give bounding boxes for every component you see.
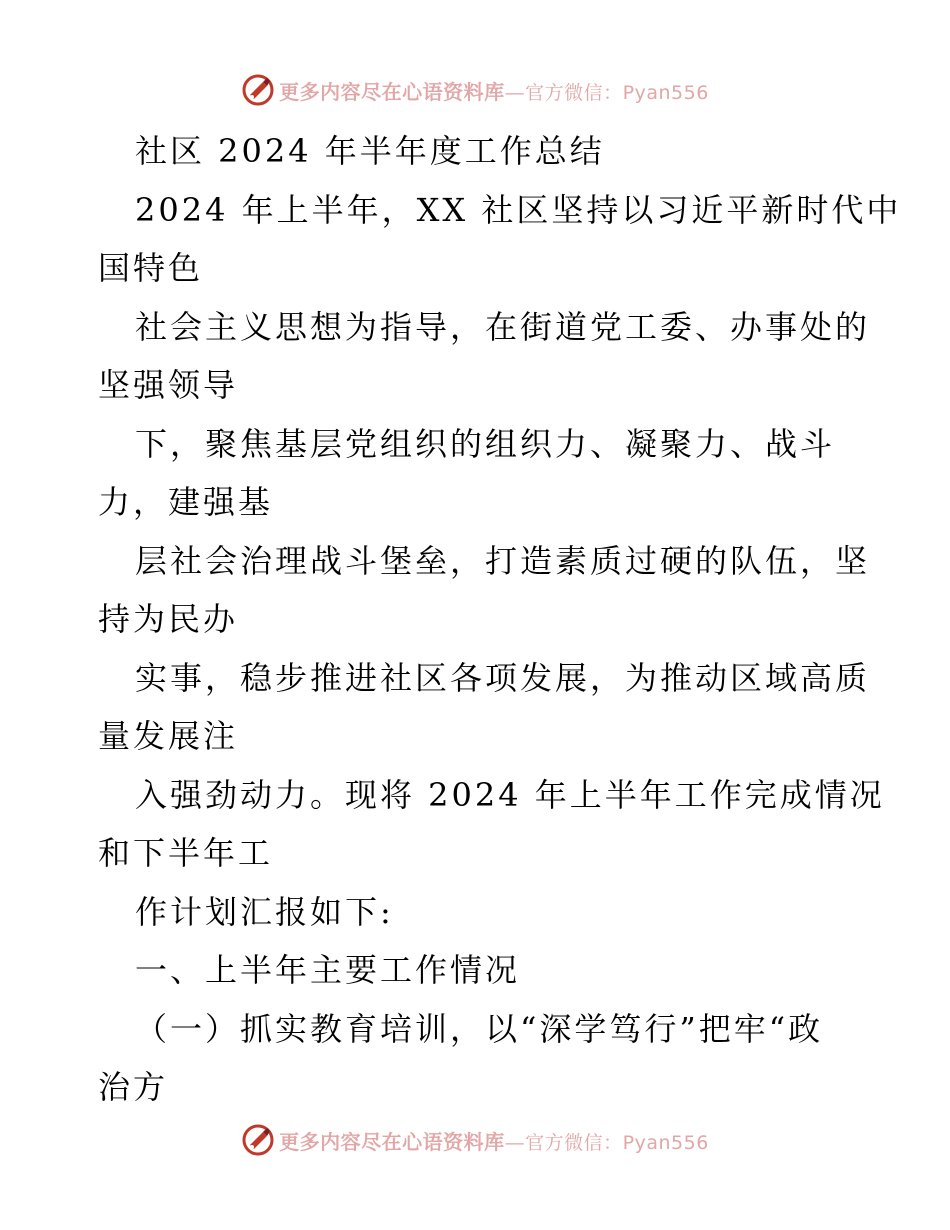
paragraph-line: 层社会治理战斗堡垒，打造素质过硬的队伍，坚	[135, 541, 871, 580]
paragraph-line: 持为民办	[98, 600, 239, 638]
paragraph-line: 国特色	[98, 249, 204, 287]
paragraph-line: 2024 年上半年，XX 社区坚持以习近平新时代中	[135, 190, 902, 229]
watermark-logo-icon	[241, 73, 275, 107]
watermark-logo-icon	[241, 1123, 275, 1157]
watermark-wechat-text: 官方微信：Pyan556	[525, 1131, 709, 1154]
watermark-main-text: 更多内容尽在心语资料库	[279, 1129, 505, 1154]
paragraph-line: 实事，稳步推进社区各项发展，为推动区域高质	[135, 658, 871, 697]
paragraph-line: 社会主义思想为指导，在街道党工委、办事处的	[135, 307, 871, 346]
paragraph-line: 作计划汇报如下:	[135, 892, 394, 931]
subsection-heading: （一）抓实教育培训，以“深学笃行”把牢“政	[135, 1009, 824, 1048]
paragraph-line: 治方	[98, 1068, 169, 1106]
paragraph-line: 入强劲动力。现将 2024 年上半年工作完成情况	[135, 775, 885, 814]
watermark-header	[0, 70, 950, 110]
paragraph-line: 力，建强基	[98, 483, 274, 521]
watermark-separator: —	[504, 79, 526, 104]
paragraph-line: 坚强领导	[98, 366, 239, 404]
watermark-main-text: 更多内容尽在心语资料库	[279, 79, 505, 104]
watermark-separator: —	[504, 1129, 526, 1154]
watermark-footer	[0, 1120, 950, 1160]
paragraph-line: 量发展注	[98, 717, 239, 755]
paragraph-line: 和下半年工	[98, 834, 274, 872]
document-body	[98, 122, 902, 1117]
watermark-wechat-text: 官方微信：Pyan556	[525, 81, 709, 104]
paragraph-line: 下，聚焦基层党组织的组织力、凝聚力、战斗	[135, 424, 836, 463]
document-title: 社区 2024 年半年度工作总结	[135, 132, 605, 170]
section-heading: 一、上半年主要工作情况	[135, 951, 521, 989]
